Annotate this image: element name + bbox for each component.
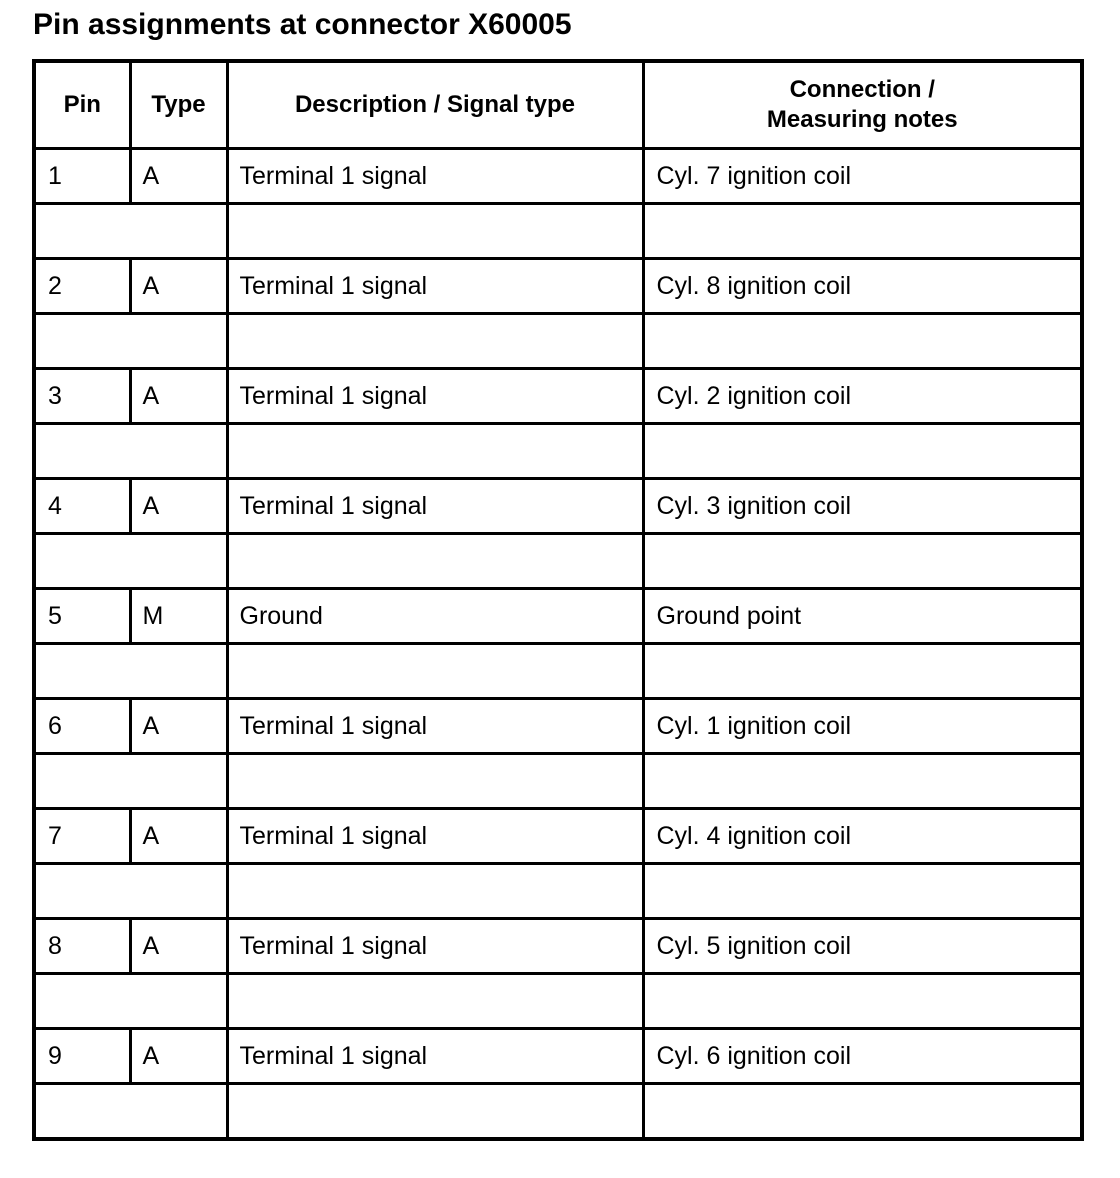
blank-row xyxy=(34,424,1082,479)
table-row xyxy=(34,149,1082,204)
table-row xyxy=(34,919,1082,974)
blank-row xyxy=(34,864,1082,919)
pin-cell: 9 xyxy=(34,1029,130,1084)
connection-cell: Cyl. 2 ignition coil xyxy=(643,369,1082,424)
column-header-connection-line-1: Connection / xyxy=(789,76,935,103)
table-row xyxy=(34,809,1082,864)
blank-cell xyxy=(227,864,643,919)
blank-cell xyxy=(227,1084,643,1140)
blank-row xyxy=(34,534,1082,589)
connection-cell: Cyl. 1 ignition coil xyxy=(643,699,1082,754)
pin-cell: 3 xyxy=(34,369,130,424)
description-cell: Ground xyxy=(227,589,643,644)
blank-cell xyxy=(643,864,1082,919)
column-header-connection-line-2: Measuring notes xyxy=(766,106,958,133)
connection-cell: Cyl. 8 ignition coil xyxy=(643,259,1082,314)
type-cell: A xyxy=(130,699,227,754)
blank-cell xyxy=(643,534,1082,589)
type-cell: A xyxy=(130,809,227,864)
connection-cell: Cyl. 3 ignition coil xyxy=(643,479,1082,534)
type-cell: M xyxy=(130,589,227,644)
blank-cell xyxy=(643,424,1082,479)
description-cell: Terminal 1 signal xyxy=(227,479,643,534)
page-title: Pin assignments at connector X60005 xyxy=(33,8,572,41)
type-cell: A xyxy=(130,369,227,424)
blank-cell xyxy=(643,204,1082,259)
blank-cell xyxy=(227,754,643,809)
table-row xyxy=(34,369,1082,424)
description-cell: Terminal 1 signal xyxy=(227,699,643,754)
table-row xyxy=(34,259,1082,314)
blank-cell xyxy=(643,754,1082,809)
table-header-row xyxy=(34,61,1082,149)
type-cell: A xyxy=(130,479,227,534)
connection-cell: Ground point xyxy=(643,589,1082,644)
table-row xyxy=(34,699,1082,754)
table-row xyxy=(34,479,1082,534)
type-cell: A xyxy=(130,919,227,974)
connection-cell: Cyl. 7 ignition coil xyxy=(643,149,1082,204)
blank-cell xyxy=(643,644,1082,699)
blank-row xyxy=(34,754,1082,809)
blank-row xyxy=(34,204,1082,259)
description-cell: Terminal 1 signal xyxy=(227,259,643,314)
column-header-connection xyxy=(643,61,1082,149)
blank-cell xyxy=(34,644,227,699)
type-cell: A xyxy=(130,259,227,314)
blank-cell xyxy=(34,1084,227,1140)
blank-cell xyxy=(34,754,227,809)
pin-cell: 6 xyxy=(34,699,130,754)
column-header-description: Description / Signal type xyxy=(227,61,643,149)
pin-cell: 2 xyxy=(34,259,130,314)
blank-cell xyxy=(643,1084,1082,1140)
description-cell: Terminal 1 signal xyxy=(227,369,643,424)
blank-row xyxy=(34,974,1082,1029)
blank-cell xyxy=(34,314,227,369)
blank-cell xyxy=(643,974,1082,1029)
blank-cell xyxy=(227,314,643,369)
blank-cell xyxy=(34,204,227,259)
blank-row xyxy=(34,644,1082,699)
blank-row xyxy=(34,314,1082,369)
description-cell: Terminal 1 signal xyxy=(227,919,643,974)
pin-cell: 7 xyxy=(34,809,130,864)
blank-cell xyxy=(643,314,1082,369)
pin-cell: 4 xyxy=(34,479,130,534)
type-cell: A xyxy=(130,1029,227,1084)
blank-cell xyxy=(34,534,227,589)
column-header-type: Type xyxy=(130,61,227,149)
blank-cell xyxy=(34,974,227,1029)
blank-row xyxy=(34,1084,1082,1140)
connection-cell: Cyl. 4 ignition coil xyxy=(643,809,1082,864)
table-row xyxy=(34,589,1082,644)
pin-cell: 5 xyxy=(34,589,130,644)
blank-cell xyxy=(227,534,643,589)
column-header-pin: Pin xyxy=(34,61,130,149)
blank-cell xyxy=(227,644,643,699)
blank-cell xyxy=(227,424,643,479)
blank-cell xyxy=(227,204,643,259)
blank-cell xyxy=(34,424,227,479)
pin-cell: 8 xyxy=(34,919,130,974)
table-row xyxy=(34,1029,1082,1084)
pin-cell: 1 xyxy=(34,149,130,204)
type-cell: A xyxy=(130,149,227,204)
pin-assignment-table xyxy=(32,59,1084,1141)
connection-cell: Cyl. 5 ignition coil xyxy=(643,919,1082,974)
blank-cell xyxy=(227,974,643,1029)
blank-cell xyxy=(34,864,227,919)
description-cell: Terminal 1 signal xyxy=(227,149,643,204)
description-cell: Terminal 1 signal xyxy=(227,1029,643,1084)
connection-cell: Cyl. 6 ignition coil xyxy=(643,1029,1082,1084)
description-cell: Terminal 1 signal xyxy=(227,809,643,864)
